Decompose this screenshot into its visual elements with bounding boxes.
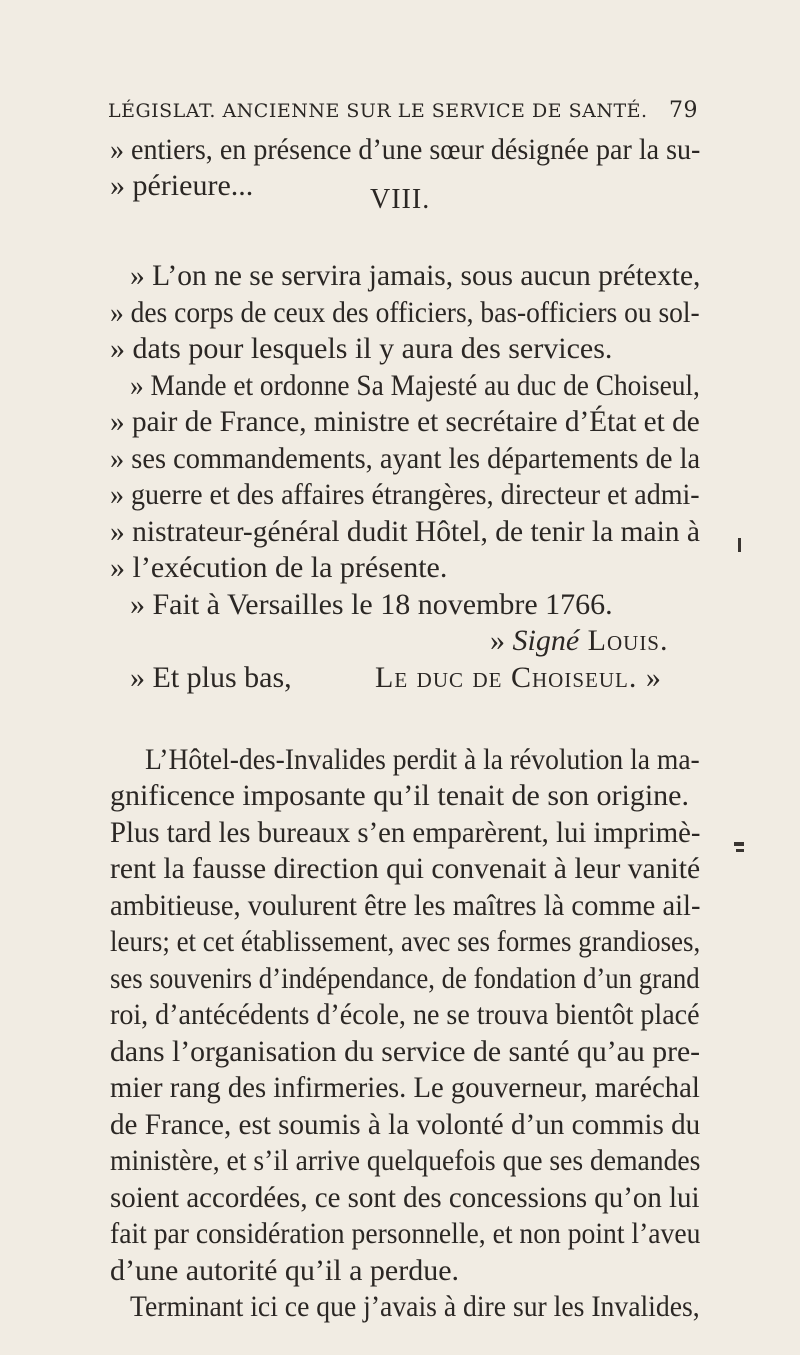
text-line: d’une autorité qu’il a perdue. [110, 1254, 460, 1287]
margin-mark [736, 849, 744, 852]
text-line: roi, d’antécédents d’école, ne se trouva bientôt placé [110, 998, 700, 1031]
running-title: LÉGISLAT. ANCIENNE SUR LE SERVICE DE SANTÉ. [108, 100, 648, 122]
text-line: leurs; et cet établissement, avec ses formes grandioses, [110, 925, 701, 958]
text-line: » Mande et ordonne Sa Majesté au duc de Choiseul, [130, 369, 700, 402]
text-line: de France, est soumis à la volonté d’un commis du [110, 1108, 701, 1141]
text-line: gnificence imposante qu’il tenait de son origine. [110, 779, 689, 812]
page-number: 79 [669, 98, 698, 123]
text-line: Terminant ici ce que j’avais à dire sur les Invalides, [130, 1290, 700, 1323]
text-line: » Fait à Versailles le 18 novembre 1766. [130, 588, 613, 621]
text-line: rent la fausse direction qui convenait à leur vanité [110, 852, 701, 885]
text-line: » des corps de ceux des officiers, bas-officiers ou sol- [110, 296, 700, 329]
text-line: » dats pour lesquels il y aura des services. [110, 332, 613, 365]
text-line: » Et plus bas, [130, 661, 292, 694]
signature-line [490, 623, 669, 659]
signe-word: Signé [512, 624, 580, 657]
signe-prefix: » [490, 624, 513, 657]
text-line: » pair de France, ministre et secrétaire d’État et de [110, 405, 700, 438]
section-heading: VIII. [370, 184, 431, 215]
text-line: » guerre et des affaires étrangères, directeur et admi- [110, 478, 700, 511]
margin-mark [734, 842, 744, 846]
margin-mark [738, 538, 741, 552]
text-line: ministère, et s’il arrive quelquefois que ses demandes [110, 1144, 701, 1177]
text-line: Plus tard les bureaux s’en emparèrent, lui imprimè- [110, 816, 701, 849]
text-line: » ses commandements, ayant les départements de la [110, 442, 701, 475]
duc-signature: Le duc de Choiseul. » [375, 661, 662, 694]
text-line: » périeure... [110, 169, 254, 202]
text-line: mier rang des infirmeries. Le gouverneur, maréchal [110, 1071, 700, 1104]
signe-name: Louis. [579, 624, 669, 657]
text-line: » L’on ne se servira jamais, sous aucun prétexte, [130, 259, 701, 292]
text-line: ses souvenirs d’indépendance, de fondation d’un grand [110, 962, 700, 995]
text-line: fait par considération personnelle, et non point l’aveu [110, 1217, 701, 1250]
text-line: dans l’organisation du service de santé qu’au pre- [110, 1035, 701, 1068]
text-line: » entiers, en présence d’une sœur désignée par la su- [110, 133, 701, 166]
text-line: » nistrateur-général dudit Hôtel, de tenir la main à [110, 515, 700, 548]
text-line: L’Hôtel-des-Invalides perdit à la révolution la ma- [145, 743, 700, 776]
text-line: » l’exécution de la présente. [110, 551, 448, 584]
running-header [108, 100, 698, 122]
text-line: soient accordées, ce sont des concessions qu’on lui [110, 1181, 700, 1214]
text-line: ambitieuse, voulurent être les maîtres là comme ail- [110, 889, 701, 922]
